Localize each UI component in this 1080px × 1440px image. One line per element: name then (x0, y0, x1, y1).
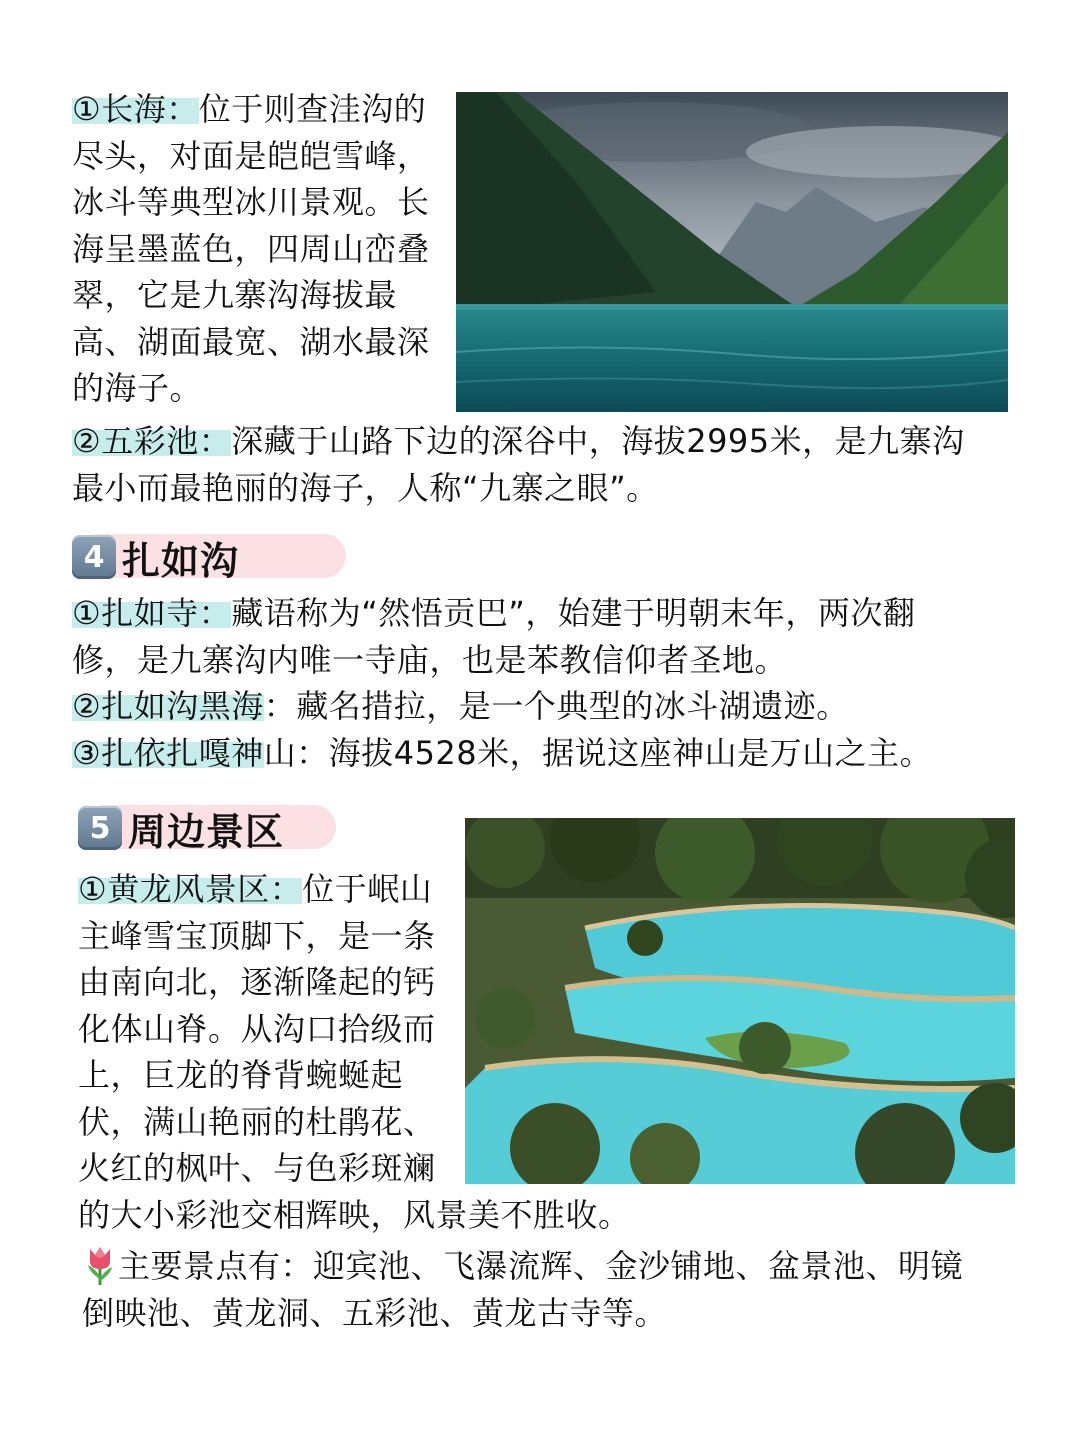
attractions-paragraph (82, 1243, 963, 1336)
changhai-label: ①长海： (72, 90, 199, 128)
wucaichi-paragraph (72, 418, 965, 511)
huanglong-line-4: 化体山脊。从沟口拾级而 (78, 1009, 436, 1048)
wucaichi-line-1: 深藏于山路下边的深谷中，海拔2995米，是九寨沟 (231, 422, 965, 460)
changhai-line-5: 翠，它是九寨沟海拔最 (72, 276, 398, 314)
heading-4-title: 扎如沟 (122, 537, 240, 583)
wucaichi-line-2: 最小而最艳丽的海子，人称“九寨之眼”。 (72, 468, 659, 507)
section-heading-5 (78, 803, 284, 853)
huanglong-line-7: 火红的枫叶、与色彩斑斓 (78, 1149, 436, 1187)
section-heading-4 (72, 532, 239, 582)
attractions-line-1: 主要景点有：迎宾池、飞瀑流辉、金沙铺地、盆景池、明镜 (118, 1247, 964, 1285)
tulip-icon (82, 1245, 118, 1285)
huanglong-line-5: 上，巨龙的脊背蜿蜒起 (78, 1056, 404, 1094)
changhai-line-7: 的海子。 (72, 369, 203, 407)
changhai-paragraph (72, 86, 430, 412)
changhai-line-6: 高、湖面最宽、湖水最深 (72, 322, 430, 361)
zharu-item-2-text: ：藏名措拉，是一个典型的冰斗湖遗迹。 (263, 687, 849, 725)
wucaichi-label: ②五彩池： (72, 422, 232, 460)
zharu-item-1-text2: 修，是九寨沟内唯一寺庙，也是苯教信仰者圣地。 (72, 640, 788, 679)
zharu-item-2-label: ②扎如沟黑海 (72, 687, 264, 725)
changhai-line-2: 尽头，对面是皑皑雪峰， (72, 136, 430, 175)
changhai-line-1: 位于则查洼沟的 (198, 90, 427, 128)
huanglong-line-3: 由南向北，逐渐隆起的钙 (78, 963, 436, 1001)
number-4-badge: 4 (72, 535, 116, 579)
zharu-item-3-text: 山：海拔4528米，据说这座神山是万山之主。 (263, 733, 933, 772)
number-5-badge: 5 (78, 806, 122, 850)
changhai-line-4: 海呈墨蓝色，四周山峦叠 (72, 229, 430, 268)
zharu-item-1-label: ①扎如寺： (72, 594, 232, 632)
heading-5-title: 周边景区 (128, 808, 285, 854)
zharu-item-1-text: 藏语称为“然悟贡巴”，始建于明朝末年，两次翻 (231, 594, 916, 632)
huanglong-line-6: 伏，满山艳丽的杜鹃花、 (78, 1102, 436, 1141)
attractions-line-2: 倒映池、黄龙洞、五彩池、黄龙古寺等。 (82, 1293, 668, 1332)
zharu-item-3-label: ③扎依扎嘎神 (72, 733, 264, 772)
huanglong-line-8: 的大小彩池交相辉映，风景美不胜收。 (78, 1195, 631, 1234)
huanglong-line-1: 位于岷山 (302, 870, 433, 908)
changhai-lake-photo (456, 92, 1008, 412)
changhai-line-3: 冰斗等典型冰川景观。长 (72, 183, 430, 221)
huanglong-paragraph (78, 866, 631, 1238)
huanglong-line-2: 主峰雪宝顶脚下，是一条 (78, 916, 436, 955)
huanglong-label: ①黄龙风景区： (78, 870, 303, 908)
zharu-paragraph (72, 590, 932, 776)
